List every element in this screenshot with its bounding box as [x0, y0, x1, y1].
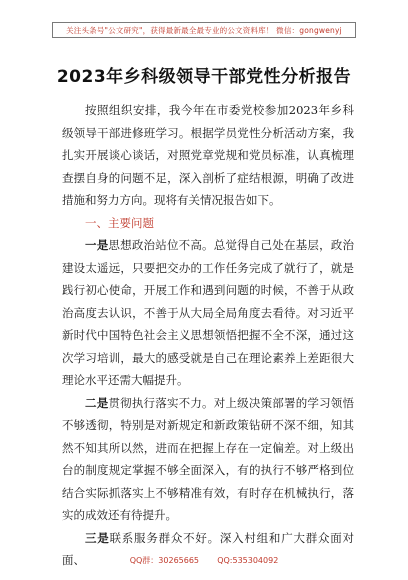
problem-2-lead: 二是: [85, 395, 109, 410]
footer-qq: QQ:535304092: [217, 556, 279, 565]
banner-text: 关注头条号"公文研究"，获得最新最全最专业的公文资料库！ 微信：gongwenyj: [66, 25, 342, 35]
problem-1-lead: 一是: [85, 238, 109, 252]
page-footer: [0, 555, 408, 566]
footer-qq-group: QQ群：30265665: [129, 556, 200, 565]
problem-paragraph-1: [62, 234, 354, 392]
problem-paragraph-2: [62, 392, 354, 527]
problem-2-text: 贯彻执行落实不力。对上级决策部署的学习领悟不够透彻，特别是对新规定和新政策钻研不深不细，知其然不知其所以然，进而在把握上存在一定偏差。对上级出台的制度规定掌握不够全面深入，有的执行不够严格到位结合实际抓落实上不够精准有效，有时存在机械执行，落实的成效还有待提升。: [62, 395, 355, 522]
document-title: 2023年乡科级领导干部党性分析报告: [56, 67, 352, 87]
problem-3-text: 联系服务群众不好。深入村组和广大群众面对面、: [62, 530, 355, 567]
document-body: [62, 99, 354, 572]
intro-paragraph: 按照组织安排，我今年在市委党校参加2023年乡科级领导干部进修班学习。根据学员党性分析活动方案，我扎实开展谈心谈话，对照党章党规和党员标准，认真梳理查摆自身的问题不足，深入剖析了症结根源，明确了改进措施和努力方向。现将有关情况报告如下。: [62, 103, 354, 207]
problem-3-lead: 三是: [85, 530, 110, 545]
header-banner: [52, 22, 356, 38]
section-heading-main-problems: 一、主要问题: [85, 215, 154, 230]
problem-1-text: 思想政治站位不高。总觉得自己处在基层，政治建设太遥远，只要把交办的工作任务完成了就行了，就是践行初心使命，开展工作和遇到问题的时候，不善于从政治高度去认识，不善于从大局全局角度去看待。对习近平新时代中国特色社会主义思想领悟把握不全不深，通过这次学习培训，最大的感受就是自己在理论素养上差距很大理论水平还需大幅提升。: [62, 238, 355, 387]
